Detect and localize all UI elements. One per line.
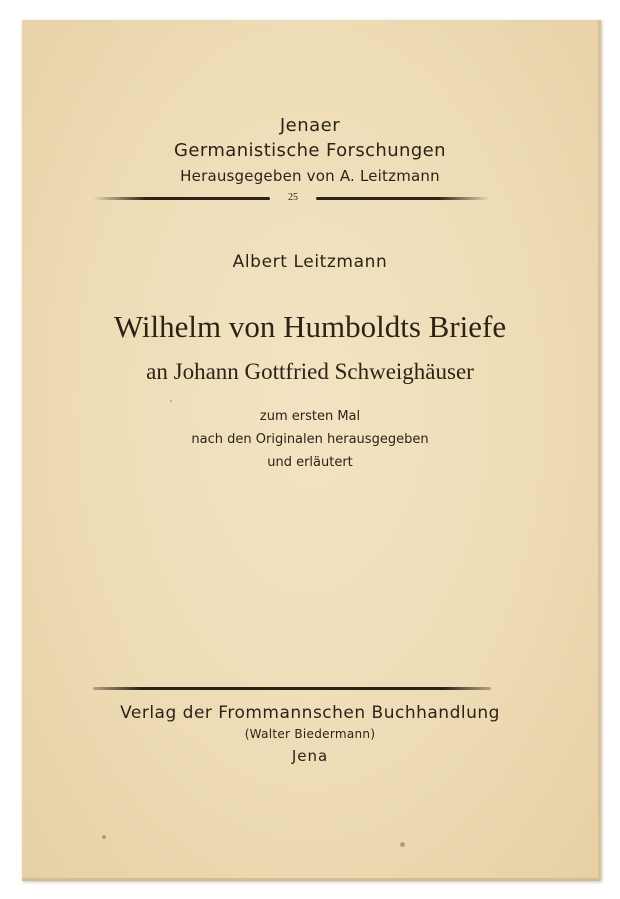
book-cover: [22, 20, 601, 881]
subtitle-line3: und erläutert: [267, 455, 353, 470]
subtitle-line2: nach den Originalen herausgegeben: [191, 432, 429, 447]
book-title-line1: Wilhelm von Humboldts Briefe: [113, 309, 507, 344]
top-rule-left: [93, 197, 270, 200]
bottom-rule: [93, 687, 491, 690]
author-name: Albert Leitzmann: [232, 252, 388, 272]
volume-number: 25: [288, 192, 298, 203]
paper-stain: [170, 400, 172, 402]
book-title-line2: an Johann Gottfried Schweighäuser: [146, 359, 474, 384]
publisher-name: Verlag der Frommannschen Buchhandlung: [120, 703, 500, 723]
paper-stain: [102, 835, 106, 839]
publisher-subname: (Walter Biedermann): [244, 727, 376, 741]
series-editor: Herausgegeben von A. Leitzmann: [180, 167, 440, 185]
series-name-line2: Germanistische Forschungen: [174, 140, 446, 161]
subtitle-line1: zum ersten Mal: [259, 409, 361, 424]
publisher-city: Jena: [291, 747, 329, 765]
top-rule-right: [316, 197, 490, 200]
series-name-line1: Jenaer: [279, 115, 341, 136]
paper-stain: [400, 842, 405, 847]
